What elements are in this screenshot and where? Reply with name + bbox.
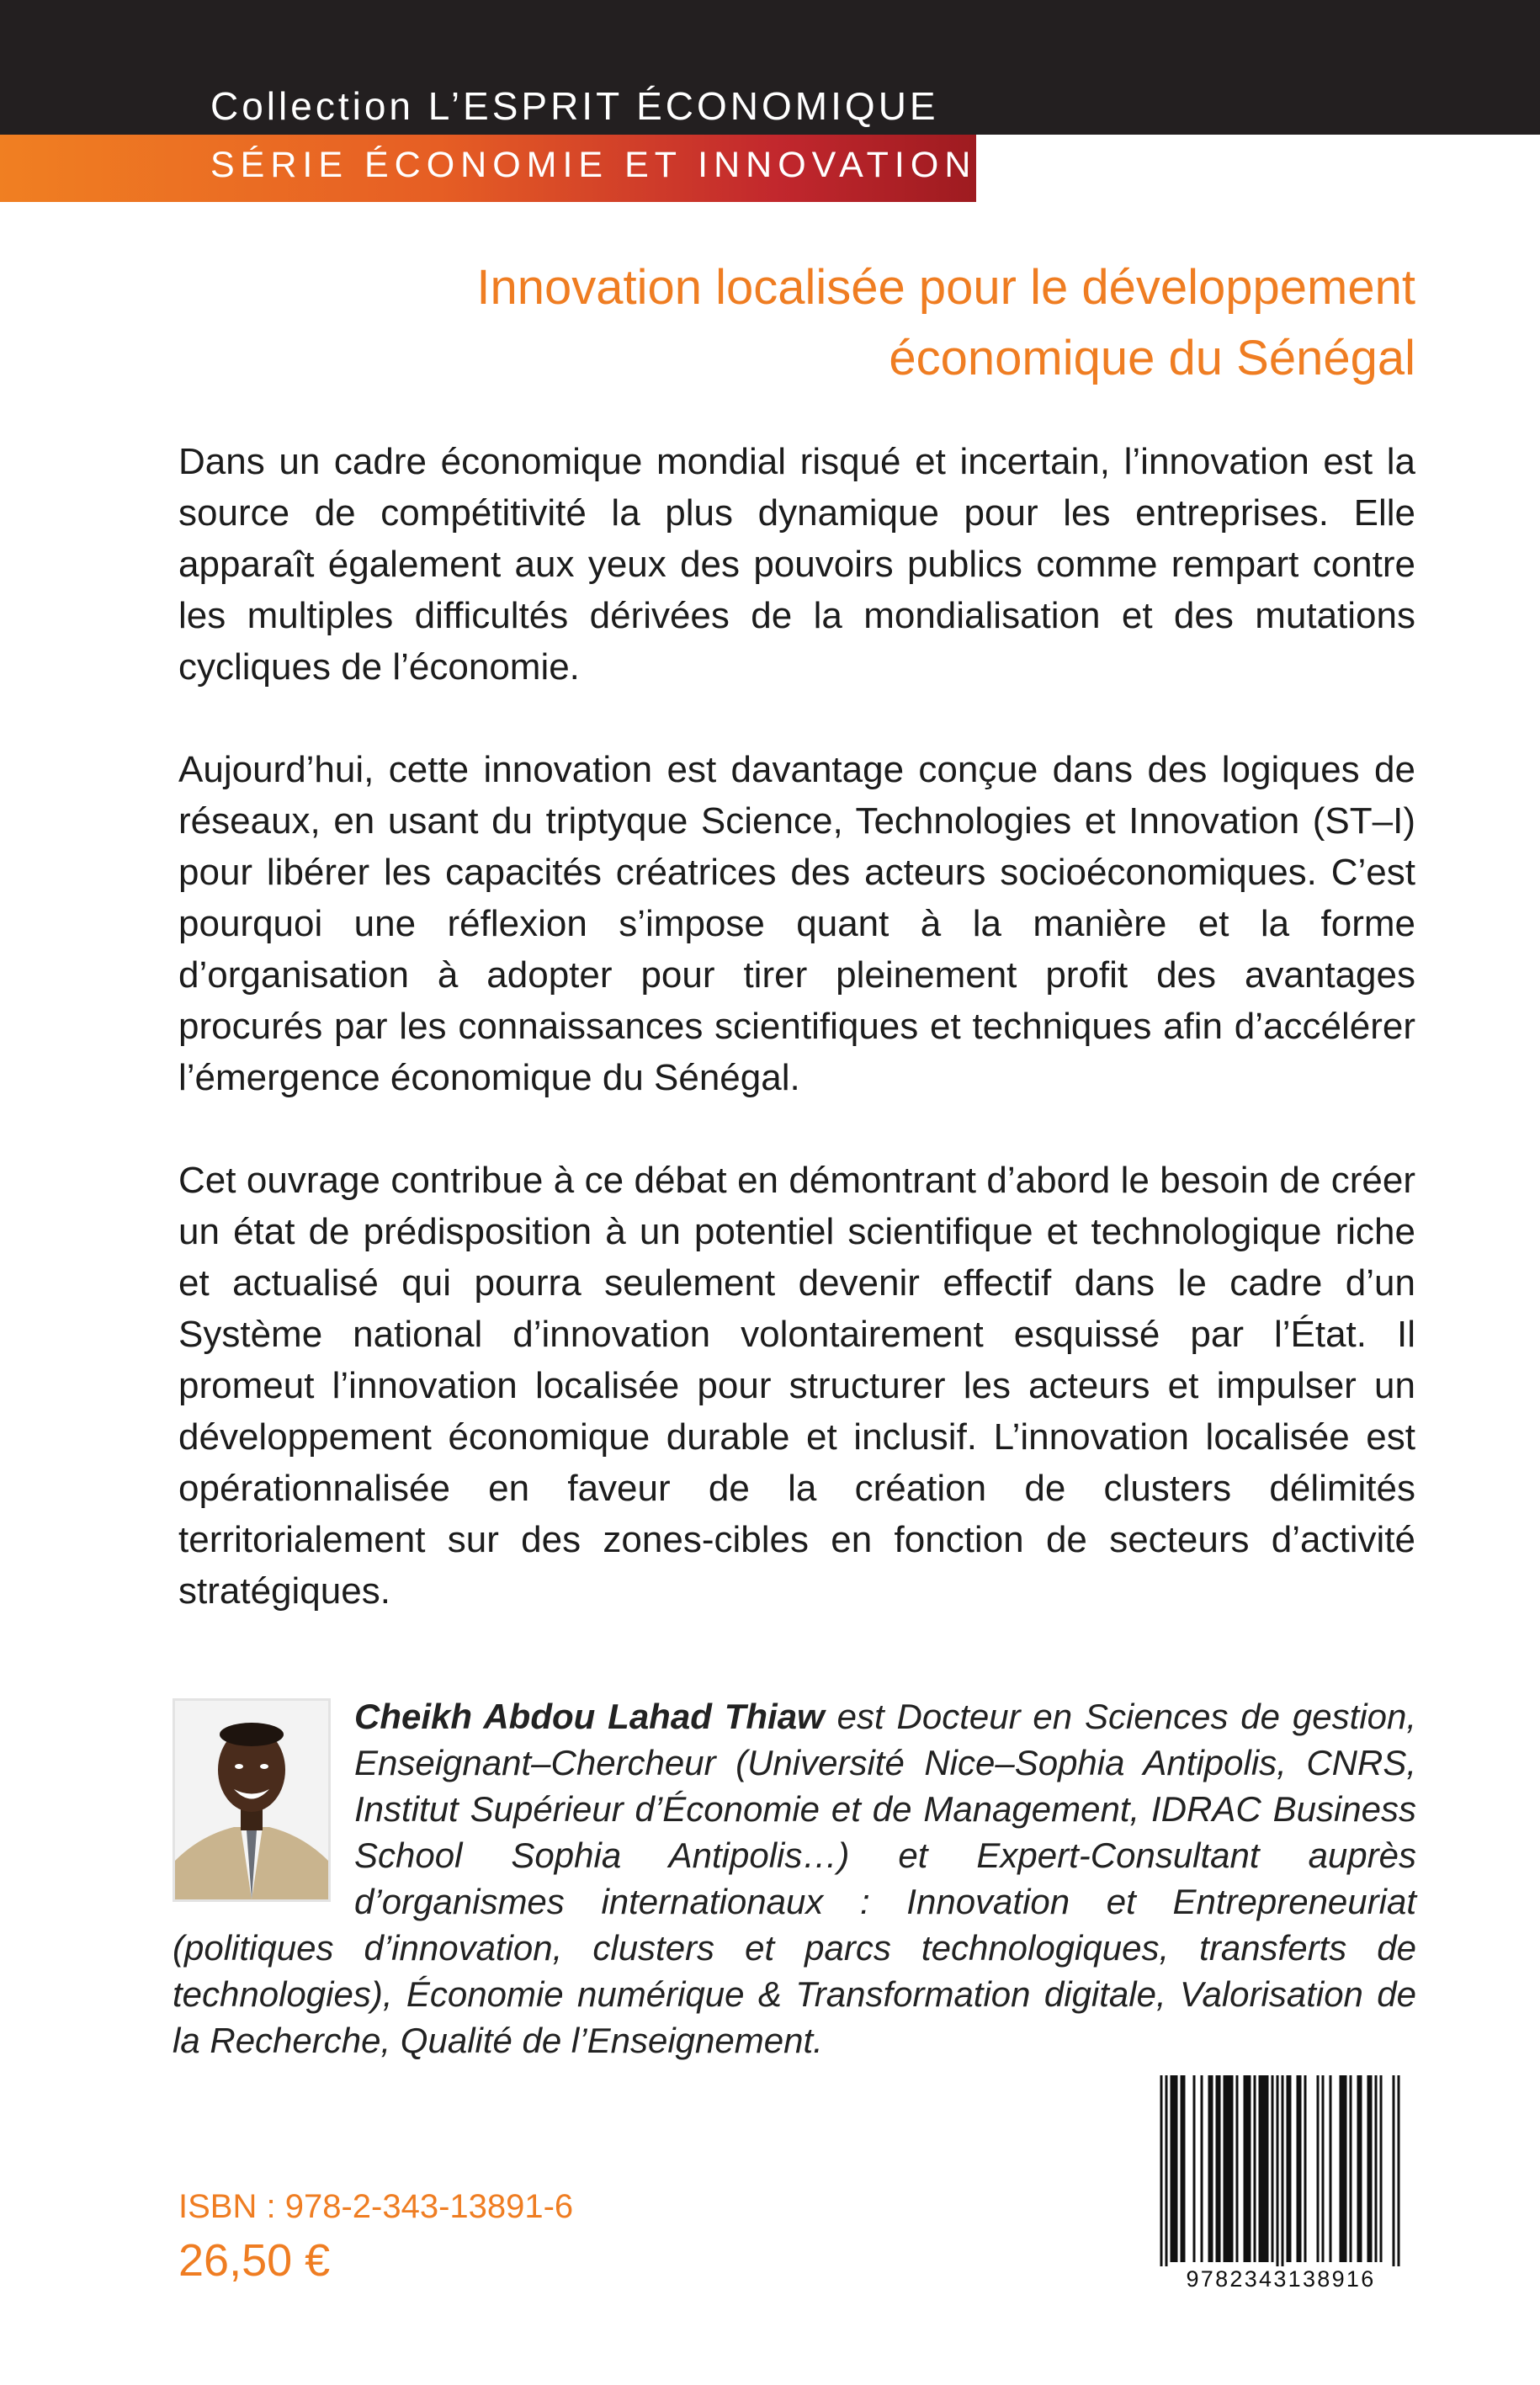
barcode-bar xyxy=(1208,2075,1213,2262)
series-name: SÉRIE ÉCONOMIE ET INNOVATION xyxy=(210,145,977,185)
barcode-bar xyxy=(1380,2075,1383,2262)
author-portrait-image xyxy=(175,1701,328,1899)
barcode-bar xyxy=(1181,2075,1186,2262)
author-section xyxy=(173,1693,1416,2064)
book-title-line-2: économique du Sénégal xyxy=(889,331,1415,385)
collection-header xyxy=(0,0,1540,202)
barcode-bar xyxy=(1367,2075,1373,2262)
barcode-bar xyxy=(1236,2075,1239,2262)
isbn: ISBN : 978-2-343-13891-6 xyxy=(178,2188,574,2225)
barcode-bar xyxy=(1375,2075,1378,2262)
barcode-guard-bar xyxy=(1160,2075,1163,2269)
barcode-bar xyxy=(1224,2075,1234,2262)
barcode-bar xyxy=(1357,2075,1362,2262)
blurb xyxy=(178,436,1415,1668)
book-title-line-1: Innovation localisée pour le développement xyxy=(476,260,1415,315)
barcode-bar xyxy=(1304,2075,1307,2262)
barcode-guard-bar xyxy=(1393,2075,1395,2269)
barcode-guard-bar xyxy=(1277,2075,1279,2269)
blurb-paragraph-2: Aujourd’hui, cette innovation est davantage conçue dans des logiques de réseaux, en usant du triptyque Science, Technologies et Innovation (ST–I) pour libérer les capacités créatrices des acteurs socioéconomiques. C’est pourquoi une réflexion s’impose quant à la manière et la forme d’organisation à adopter pour tirer pleinement profit des avantages procurés par les connaissances scientifiques et techniques afin d’accélérer l’émergence économique du Sénégal. xyxy=(178,749,1415,1098)
barcode-guard-bar xyxy=(1398,2075,1400,2269)
barcode-bar xyxy=(1193,2075,1196,2262)
barcode-bar xyxy=(1340,2075,1347,2262)
author-name: Cheikh Abdou Lahad Thiaw xyxy=(354,1697,825,1736)
author-photo xyxy=(173,1698,331,1902)
barcode-bar xyxy=(1244,2075,1251,2262)
price: 26,50 € xyxy=(178,2235,331,2286)
barcode-bar xyxy=(1171,2075,1178,2262)
collection-name: Collection L’ESPRIT ÉCONOMIQUE xyxy=(210,84,939,128)
barcode-bar xyxy=(1322,2075,1325,2262)
barcode-bar xyxy=(1216,2075,1221,2262)
blurb-paragraph-1: Dans un cadre économique mondial risqué et incertain, l’innovation est la source de compétitivité la plus dynamique pour les entreprises. Elle apparaît également aux yeux des pouvoirs publics comme rempart contre les multiples difficultés dérivées de la mondialisation et des mutations cycliques de l’économie. xyxy=(178,441,1415,688)
barcode-bar xyxy=(1330,2075,1332,2262)
book-title xyxy=(202,252,1415,394)
author-bio-text: est Docteur en Sciences de gestion, Enseignant–Chercheur (Université Nice–Sophia Antipolis, CNRS, Institut Supérieur d’Économie et de Management, IDRAC Business School Sophia Antipolis…) et Expert-Consultant auprès d’organismes internationaux : Innovation et Entrepreneuriat (politiques d’innovation, clusters et parcs technologiques, transferts de technologies), Économie numérique & Transformation digitale, Valorisation de la Recherche, Qualité de l’Enseignement. xyxy=(173,1697,1417,2060)
barcode-bar xyxy=(1287,2075,1292,2262)
barcode-bar xyxy=(1259,2075,1269,2262)
blurb-paragraph-3: Cet ouvrage contribue à ce débat en démontrant d’abord le besoin de créer un état de prédisposition à un potentiel scientifique et technologique riche et actualisé qui pourra seulement devenir effectif dans le cadre d’un Système national d’innovation volontairement esquissé par l’État. Il promeut l’innovation localisée pour structurer les acteurs et impulser un développement économique durable et inclusif. L’innovation localisée est opérationnalisée en faveur de la création de clusters délimités territorialement sur des zones-cibles en fonction de secteurs d’activité stratégiques. xyxy=(178,1160,1415,1612)
barcode-bar xyxy=(1254,2075,1256,2262)
barcode-number: 9782343138916 xyxy=(1143,2266,1419,2292)
barcode-bars xyxy=(1144,2075,1415,2269)
barcode-bar xyxy=(1297,2075,1302,2262)
barcode-guard-bar xyxy=(1166,2075,1168,2269)
barcode-bar xyxy=(1201,2075,1203,2262)
barcode-bar xyxy=(1317,2075,1320,2262)
barcode-bar xyxy=(1350,2075,1352,2262)
barcode-bar xyxy=(1272,2075,1274,2262)
author-bio xyxy=(173,1693,1416,2064)
barcode-guard-bar xyxy=(1282,2075,1284,2269)
